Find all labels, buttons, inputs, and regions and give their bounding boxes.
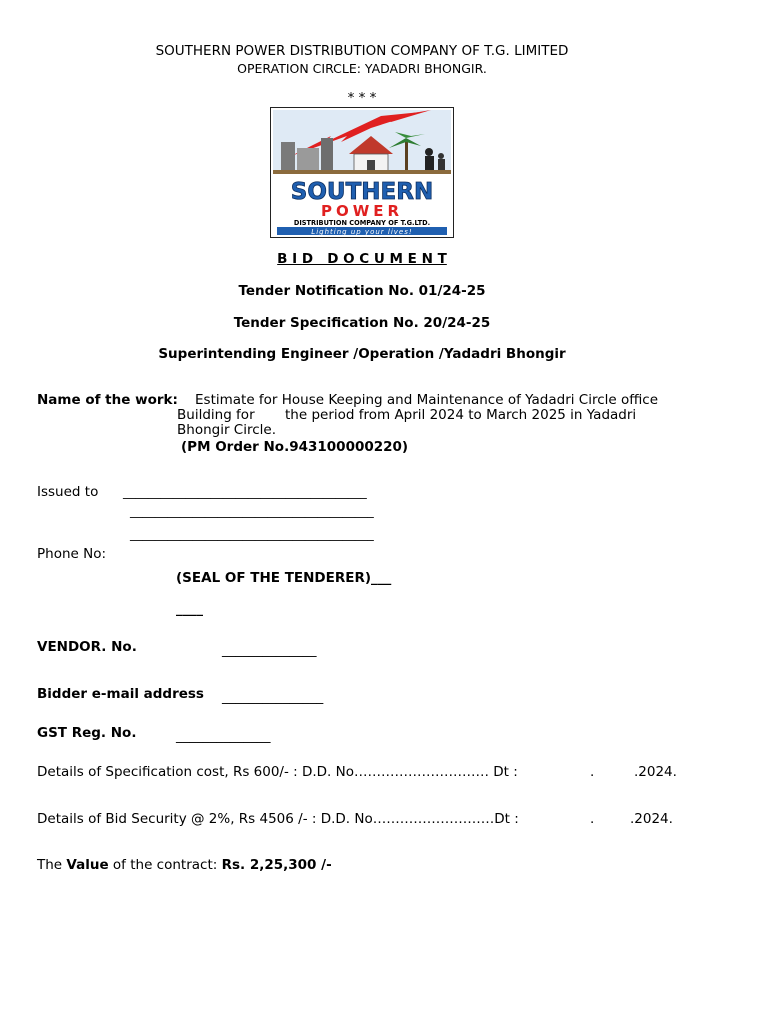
gst-blank[interactable]: ______________ xyxy=(176,728,271,744)
issued-to-line-3[interactable]: _______________________________________ xyxy=(130,526,374,541)
pm-order: (PM Order No.943100000220) xyxy=(181,439,409,455)
vendor-label: VENDOR. No. xyxy=(37,639,137,655)
issued-to-label: Issued to xyxy=(37,484,99,500)
bid-security-dot: . xyxy=(590,811,595,827)
contract-value-amount: Rs. 2,25,300 /- xyxy=(221,857,332,873)
vendor-blank[interactable]: ______________ xyxy=(222,642,317,658)
work-line-2a: Building for xyxy=(177,407,255,423)
email-blank[interactable]: _______________ xyxy=(222,689,324,705)
bid-document-title: B I D D O C U M E N T xyxy=(277,251,447,267)
tender-specification: Tender Specification No. 20/24-25 xyxy=(233,315,491,331)
contract-value-word: Value xyxy=(66,857,109,873)
tender-notification: Tender Notification No. 01/24-25 xyxy=(238,283,486,299)
logo-tagline-text: Lighting up your lives! xyxy=(311,228,413,236)
contract-value xyxy=(37,857,332,873)
contract-value-prefix: The xyxy=(37,857,67,873)
phone-label: Phone No: xyxy=(37,546,107,562)
work-line-2b: the period from April 2024 to March 2025 in Yadadri xyxy=(285,407,637,423)
logo-distribution-text: DISTRIBUTION COMPANY OF T.G.LTD. xyxy=(293,219,431,227)
specification-cost-dot: . xyxy=(590,764,595,780)
work-line-3: Bhongir Circle. xyxy=(177,422,276,438)
company-name: SOUTHERN POWER DISTRIBUTION COMPANY OF T.G. LIMITED xyxy=(155,43,569,59)
specification-cost: Details of Specification cost, Rs 600/- : D.D. No………………………… Dt : xyxy=(37,764,518,780)
logo-southern-text: SOUTHERN xyxy=(290,179,434,205)
work-line-1: Estimate for House Keeping and Maintenance of Yadadri Circle office xyxy=(195,392,659,408)
work-label: Name of the work: xyxy=(37,392,178,408)
company-logo xyxy=(270,107,454,238)
bid-security-year: .2024. xyxy=(630,811,673,827)
seal-continuation: ____ xyxy=(176,601,203,617)
separator-stars: * * * xyxy=(347,90,377,106)
logo-power-text: POWER xyxy=(320,202,404,220)
seal-of-tenderer: (SEAL OF THE TENDERER)___ xyxy=(176,570,392,586)
specification-cost-year: .2024. xyxy=(634,764,677,780)
issued-to-line-2[interactable]: _______________________________________ xyxy=(130,503,374,518)
issuing-authority: Superintending Engineer /Operation /Yadadri Bhongir xyxy=(158,346,566,362)
issued-to-line-1[interactable]: _______________________________________ xyxy=(123,484,367,499)
circle-name: OPERATION CIRCLE: YADADRI BHONGIR. xyxy=(237,61,487,76)
gst-label: GST Reg. No. xyxy=(37,725,137,741)
email-label: Bidder e-mail address xyxy=(37,686,204,702)
bid-security: Details of Bid Security @ 2%, Rs 4506 /- : D.D. No………………………Dt : xyxy=(37,811,519,827)
contract-value-middle: of the contract: xyxy=(108,857,222,873)
